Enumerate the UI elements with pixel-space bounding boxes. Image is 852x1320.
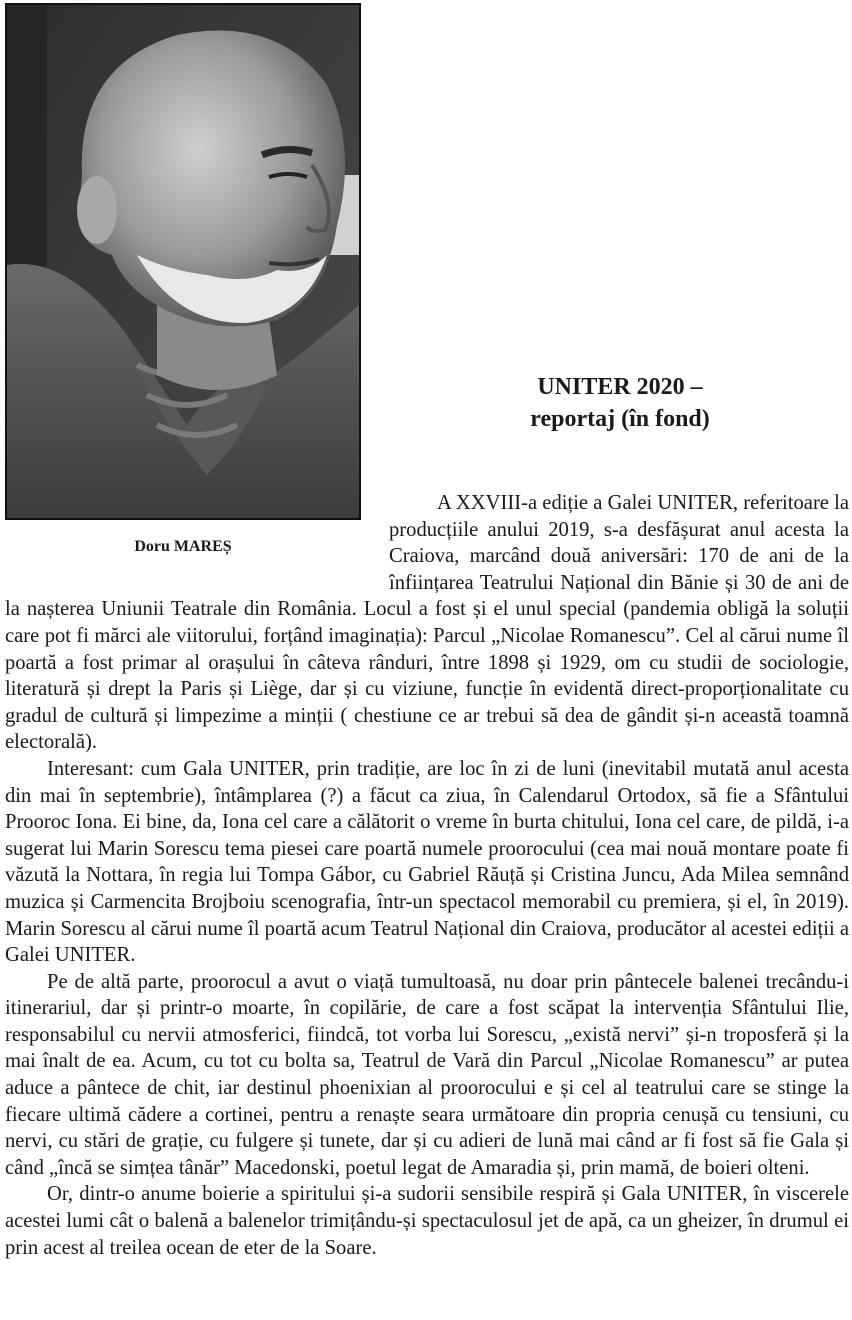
author-photo (5, 3, 361, 520)
article-body (5, 490, 849, 1261)
author-portrait-image (7, 5, 359, 518)
photo-caption: Doru MAREȘ (134, 538, 232, 555)
article-paragraph: A XXVIII-a ediție a Galei UNITER, referitoare la producțiile anului 2019, s-a desfășurat anul acesta la Craiova, marcând două aniversări: 170 de ani de la înființarea Teatrului Național din Bănie și 30 de ani de la nașterea Uniunii Teatrale din România. Locul a fost și el unul special (pandemia obligă la soluții care pot fi mărci ale viitorului, forțând imaginația): Parcul „Nicolae Romanescu”. Cel al cărui nume îl poartă a fost primar al orașului în câteva rânduri, între 1898 și 1929, om cu studii de sociologie, literatură și drept la Paris și Liège, dar și cu viziune, funcție în evidentă direct-proporționalitate cu gradul de cultură și limpezime a minții ( chestiune ce ar trebui să dea de gândit și-n această toamnă electorală). (5, 492, 849, 754)
article-title-line-2: reportaj (în fond) (530, 406, 710, 432)
article-paragraph: Pe de altă parte, proorocul a avut o viață tumultoasă, nu doar prin pântecele balenei trecându-i itinerariul, dar și printr-o moarte, în copilărie, de care a fost scăpat la intervenția Sfântului Ilie, responsabilul cu nervii atmosferici, fiindcă, tot vorba lui Sorescu, „există nervi” și-n troposferă și la mai înalt de ea. Acum, cu tot cu bolta sa, Teatrul de Vară din Parcul „Nicolae Romanescu” ar putea aduce a pântece de chit, iar destinul phoenixian al proorocului e și cel al teatrului care se stinge la fiecare ultimă cădere a cortinei, pentru a renaște seara următoare din propria cenușă cu tensiuni, cu nervi, cu stări de grație, cu fulgere și tunete, dar și cu adieri de lună mai când ar fi fost să fie Gala și când „încă se simțea tânăr” Macedonski, poetul legat de Amaradia și, prin mamă, de boieri olteni. (5, 970, 849, 1179)
article-paragraph: Interesant: cum Gala UNITER, prin tradiție, are loc în zi de luni (inevitabil mutată anul acesta din mai în septembrie), întâmplarea (?) a făcut ca ziua, în Calendarul Ortodox, să fie a Sfântului Prooroc Iona. Ei bine, da, Iona cel care a călătorit o vreme în burta chitului, Iona cel care, de pildă, i-a sugerat lui Marin Sorescu tema piesei care poartă numele proorocului (cea mai nouă montare poate fi văzută la Nottara, în regia lui Tompa Gábor, cu Gabriel Răuță și Cristina Juncu, Ada Milea semnând muzica și Carmencita Brojboiu scenografia, într-un spectacol memorabil cu premiera, și el, în 2019). Marin Sorescu al cărui nume îl poartă acum Teatrul Național din Craiova, producător al acestei ediții a Galei UNITER. (5, 757, 849, 967)
photo-wrap-spacer (5, 490, 389, 570)
article-title-line-1: UNITER 2020 – (537, 374, 703, 400)
article-paragraph: Or, dintr-o anume boierie a spiritului și-a sudorii sensibile respiră și Gala UNITER, în viscerele acestei lumi cât o balenă a balenelor trimițându-și spectaculosul jet de apă, ca un gheizer, în drumul ei prin acest al treilea ocean de eter de la Soare. (5, 1183, 849, 1259)
article-title (432, 371, 808, 435)
